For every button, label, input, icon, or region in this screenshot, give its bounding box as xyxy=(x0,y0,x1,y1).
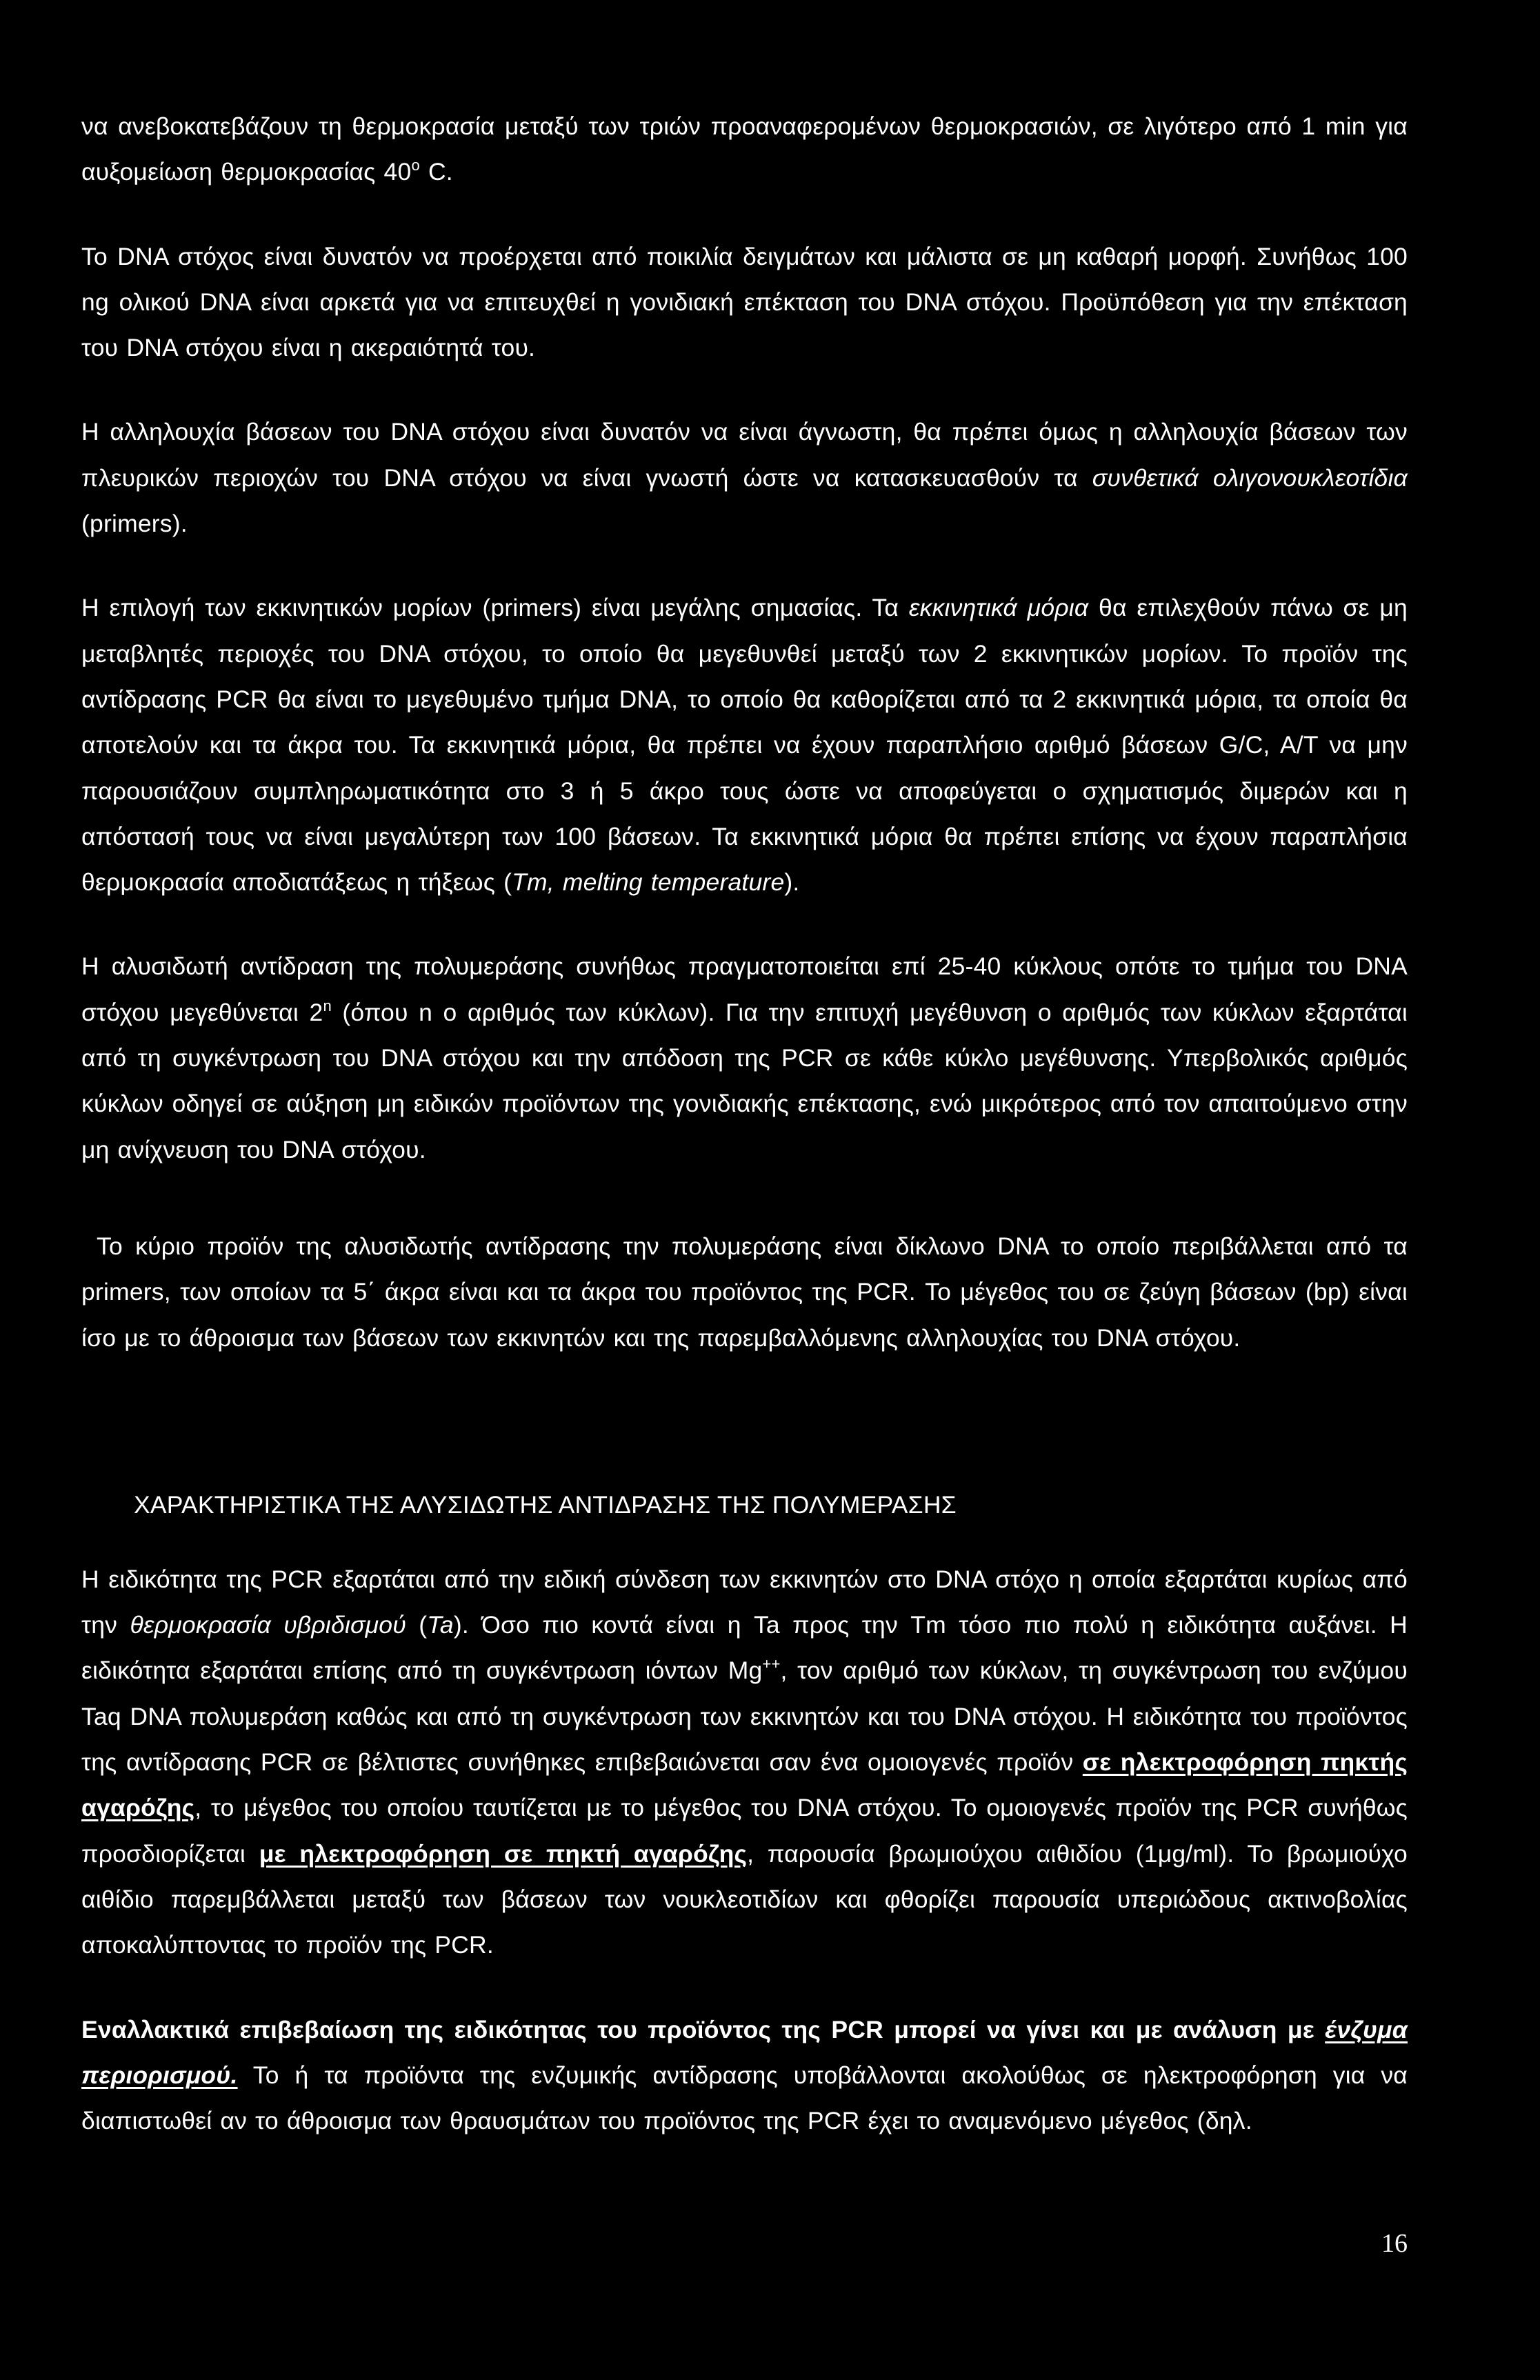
paragraph-text: θα επιλεχθούν πάνω σε μη μεταβλητές περιοχές του DNA στόχου, το οποίο θα μεγεθυνθεί μεταξύ των 2 εκκινητικών μορίων. Το προϊόν της αντίδρασης PCR θα είναι το μεγεθυμένο τμήμα DNA, το οποίο θα καθορίζεται από τα 2 εκκινητικά μόρια, τα οποία θα αποτελούν και τα άκρα του. Τα εκκινητικά μόρια, θα πρέπει να έχουν παραπλήσιο αριθμό βάσεων G/C, A/T να μην παρουσιάζουν συμπληρωματικότητα στο 3 ή 5 άκρο τους ώστε να αποφεύγεται ο σχηματισμός διμερών και η απόστασή τους να είναι μεγαλύτερη των 100 βάσεων. Τα εκκινητικά μόρια θα πρέπει επίσης να έχουν παραπλήσια θερμοκρασία αποδιατάξεως η τήξεως ( xyxy=(81,594,1408,897)
italic-term: συνθετικά ολιγονουκλεοτίδια xyxy=(1092,463,1408,492)
degree-superscript: o xyxy=(411,157,420,174)
paragraph-restriction-enzymes xyxy=(81,2007,1408,2144)
italic-term: θερμοκρασία υβριδισμού xyxy=(130,1611,406,1639)
paragraph-text: να ανεβοκατεβάζουν τη θερμοκρασία μεταξύ των τριών προαναφερομένων θερμοκρασιών, σε λιγότερο από 1 min για αυξομείωση θερμοκρασίας 40 xyxy=(81,112,1408,186)
paragraph-specificity xyxy=(81,1557,1408,1968)
italic-term: Tm, melting temperature xyxy=(512,868,785,897)
italic-term: Ta xyxy=(427,1611,454,1639)
section-heading: ΧΑΡΑΚΤΗΡΙΣΤΙΚΑ ΤΗΣ ΑΛΥΣΙΔΩΤΗΣ ΑΝΤΙΔΡΑΣΗΣ ΤΗΣ ΠΟΛΥΜΕΡΑΣΗΣ xyxy=(134,1490,957,1519)
paragraph-text: , παρουσία βρωμιούχου αιθιδίου (1μg/ml). Το βρωμιούχο αιθίδιο παρεμβάλλεται μεταξύ των βάσεων των νουκλεοτιδίων και φθορίζει παρουσία υπεριώδους ακτινοβολίας αποκαλύπτοντας το προϊόν της PCR. xyxy=(81,1839,1408,1959)
paragraph-sequence xyxy=(81,409,1408,546)
italic-term: εκκινητικά μόρια xyxy=(908,594,1089,622)
paragraph-text: Η αλληλουχία βάσεων του DNA στόχου είναι δυνατόν να είναι άγνωστη, θα πρέπει όμως η αλληλουχία βάσεων των πλευρικών περιοχών του DNA στόχου να είναι γνωστή ώστε να κατασκευασθούν τα xyxy=(81,418,1408,492)
bold-underlined-term: με ηλεκτροφόρηση σε πηκτή αγαρόζης xyxy=(259,1839,748,1868)
bold-italic-underlined-term: ένζυμα περιορισμού. xyxy=(81,2015,1408,2089)
text-column xyxy=(81,103,1408,2143)
bold-underlined-term: σε ηλεκτροφόρηση πηκτής αγαρόζης xyxy=(81,1748,1408,1822)
paragraph-text: Η ειδικότητα της PCR εξαρτάται από την ειδική σύνδεση των εκκινητών στο DNA στόχο η οποία εξαρτάται κυρίως από την xyxy=(81,1565,1408,1639)
paragraph-cycles xyxy=(81,943,1408,1172)
paragraph-text: Το ή τα προϊόντα της ενζυμικής αντίδρασης υποβάλλονται ακολούθως σε ηλεκτροφόρηση για να διαπιστωθεί αν το άθροισμα των θραυσμάτων του προϊόντος της PCR έχει το αναμενόμενο μέγεθος (δηλ. xyxy=(81,2061,1408,2135)
paragraph-text: (όπου n ο αριθμός των κύκλων). Για την επιτυχή μεγέθυνση ο αριθμός των κύκλων εξαρτάται από τη συγκέντρωση του DNA στόχου και την απόδοση της PCR σε κάθε κύκλο μεγέθυνσης. Υπερβολικός αριθμός κύκλων οδηγεί σε αύξηση μη ειδικών προϊόντων της γονιδιακής επέκτασης, ενώ μικρότερος από τον απαιτούμενο στην μη ανίχνευση του DNA στόχου. xyxy=(81,998,1408,1163)
ion-charge-superscript: ++ xyxy=(762,1655,781,1673)
paragraph-text: , το μέγεθος του οποίου ταυτίζεται με το μέγεθος του DNA στόχου. Το ομοιογενές προϊόν της PCR συνήθως προσδιορίζεται xyxy=(81,1794,1408,1868)
paragraph-text: Το DNA στόχος είναι δυνατόν να προέρχεται από ποικιλία δειγμάτων και μάλιστα σε μη καθαρή μορφή. Συνήθως 100 ng ολικού DNA είναι αρκετά για να επιτευχθεί η γονιδιακή επέκταση του DNA στόχου. Προϋπόθεση για την επέκταση του DNA στόχου είναι η ακεραιότητά του. xyxy=(81,242,1408,362)
paragraph-text-end: ). xyxy=(784,868,800,897)
paragraph-main-product xyxy=(81,1223,1408,1361)
paragraph-text-end: (primers). xyxy=(81,510,188,538)
paragraph-text: ( xyxy=(406,1611,428,1639)
paragraph-target-dna xyxy=(81,234,1408,371)
paragraph-primers xyxy=(81,585,1408,905)
paragraph-text-end: C. xyxy=(419,158,453,186)
exponent-superscript: n xyxy=(323,997,332,1014)
bold-text: Εναλλακτικά επιβεβαίωση της ειδικότητας του προϊόντος της PCR μπορεί να γίνει και με ανάλυση με xyxy=(81,2015,1326,2043)
paragraph-text: Το κύριο προϊόν της αλυσιδωτής αντίδρασης την πολυμεράσης είναι δίκλωνο DNA το οποίο περιβάλλεται από τα primers, των οποίων τα 5΄ άκρα είναι και τα άκρα του προϊόντος της PCR. Το μέγεθος του σε ζεύγη βάσεων (bp) είναι ίσο με το άθροισμα των βάσεων των εκκινητών και της παρεμβαλλόμενης αλληλουχίας του DNA στόχου. xyxy=(81,1232,1408,1352)
paragraph-temperature-cycling xyxy=(81,103,1408,195)
page-number: 16 xyxy=(1381,2229,1408,2258)
paragraph-text: Η αλυσιδωτή αντίδραση της πολυμεράσης συνήθως πραγματοποιείται επί 25-40 κύκλους οπότε το τμήμα του DNA στόχου μεγεθύνεται 2 xyxy=(81,952,1408,1026)
paragraph-text: , τον αριθμό των κύκλων, τη συγκέντρωση του ενζύμου Taq DNA πολυμεράση καθώς και από τη συγκέντρωση των εκκινητών και του DNA στόχου. Η ειδικότητα του προϊόντος της αντίδρασης PCR σε βέλτιστες συνήθηκες επιβεβαιώνεται σαν ένα ομοιογενές προϊόν xyxy=(81,1657,1408,1777)
paragraph-text: ). Όσο πιο κοντά είναι η Ta προς την Tm τόσο πιο πολύ η ειδικότητα αυξάνει. Η ειδικότητα εξαρτάται επίσης από τη συγκέντρωση ιόντων Mg xyxy=(81,1611,1408,1685)
paragraph-text: Η επιλογή των εκκινητικών μορίων (primers) είναι μεγάλης σημασίας. Τα xyxy=(81,594,909,622)
